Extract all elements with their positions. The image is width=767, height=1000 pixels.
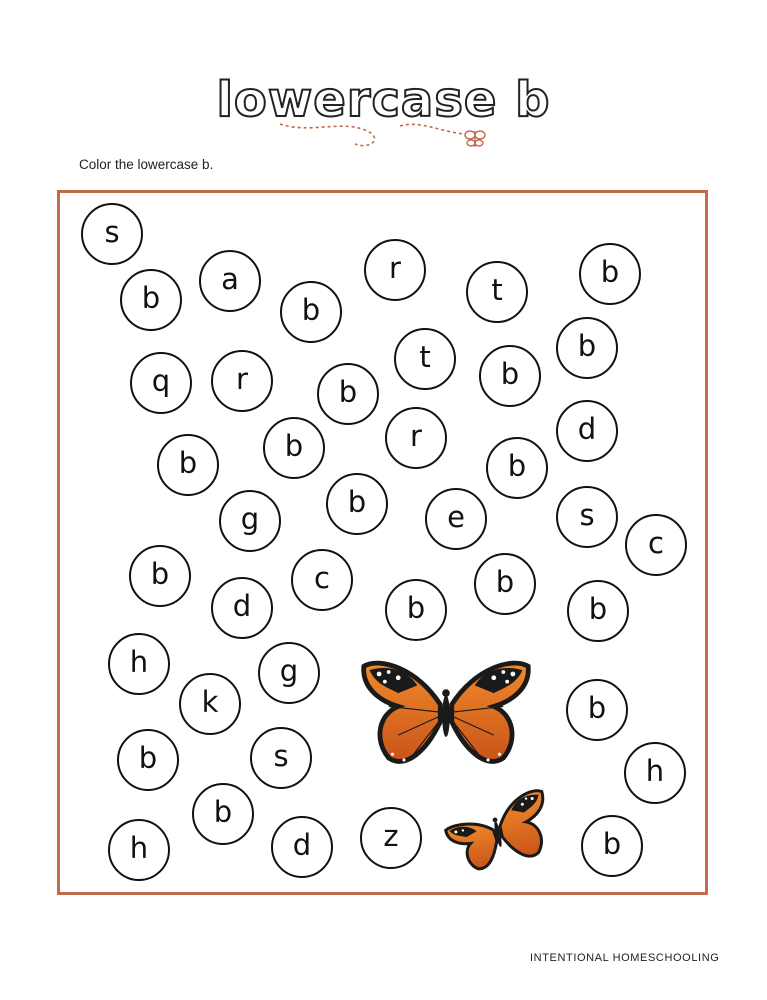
letter-circle-k[interactable]: k [179,673,241,735]
letter-circle-b[interactable]: b [117,729,179,791]
letter-circle-b[interactable]: b [263,417,325,479]
letter-circle-b[interactable]: b [317,363,379,425]
letter-circle-c[interactable]: c [291,549,353,611]
letter-circle-g[interactable]: g [219,490,281,552]
letter-circle-b[interactable]: b [280,281,342,343]
letter-circle-b[interactable]: b [326,473,388,535]
letter-circle-b[interactable]: b [157,434,219,496]
letter-circle-b[interactable]: b [192,783,254,845]
letter-circle-q[interactable]: q [130,352,192,414]
letter-circle-s[interactable]: s [81,203,143,265]
butterfly-large-icon [360,655,532,777]
letter-circle-b[interactable]: b [385,579,447,641]
letter-circle-r[interactable]: r [385,407,447,469]
letter-circle-h[interactable]: h [108,633,170,695]
letter-circle-c[interactable]: c [625,514,687,576]
letter-circle-b[interactable]: b [556,317,618,379]
letter-circle-t[interactable]: t [394,328,456,390]
letter-circle-r[interactable]: r [364,239,426,301]
footer-brand: INTENTIONAL HOMESCHOOLING [530,952,720,964]
letter-circle-b[interactable]: b [120,269,182,331]
letter-circle-b[interactable]: b [581,815,643,877]
letter-circle-b[interactable]: b [129,545,191,607]
butterfly-small-icon [444,788,552,880]
letter-circle-b[interactable]: b [579,243,641,305]
letter-circle-b[interactable]: b [474,553,536,615]
letter-circle-a[interactable]: a [199,250,261,312]
letter-circle-s[interactable]: s [250,727,312,789]
letter-circle-s[interactable]: s [556,486,618,548]
letter-circle-b[interactable]: b [486,437,548,499]
letter-circle-h[interactable]: h [624,742,686,804]
letter-circle-b[interactable]: b [566,679,628,741]
letter-circle-g[interactable]: g [258,642,320,704]
letter-circle-e[interactable]: e [425,488,487,550]
letter-circle-d[interactable]: d [271,816,333,878]
letter-circle-h[interactable]: h [108,819,170,881]
instruction-text: Color the lowercase b. [79,157,214,172]
letter-circle-r[interactable]: r [211,350,273,412]
letter-circle-b[interactable]: b [567,580,629,642]
letter-circle-t[interactable]: t [466,261,528,323]
letter-circle-b[interactable]: b [479,345,541,407]
letter-circle-d[interactable]: d [211,577,273,639]
page-title: lowercase b [216,72,551,128]
letter-circle-d[interactable]: d [556,400,618,462]
letter-circle-z[interactable]: z [360,807,422,869]
